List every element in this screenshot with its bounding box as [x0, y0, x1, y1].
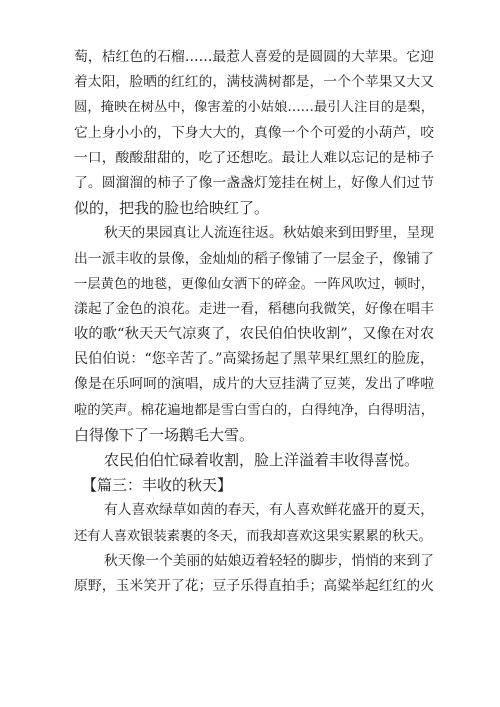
paragraph-first-line: 有人喜欢绿草如茵的春天，有人喜欢鲜花盛开的夏天，: [104, 502, 435, 519]
text-line: 漾起了金色的浪花。走进一看，稻穗向我微笑，好像在唱丰: [74, 300, 434, 317]
section-heading: 【篇三：丰收的秋天】: [82, 476, 233, 495]
text-line: 民伯伯说：“您辛苦了。”高粱扬起了黑苹果红黑红的脸庞，: [74, 351, 434, 368]
text-line: 一口，酸酸甜甜的，吃了还想吃。最让人难以忘记的是柿子: [74, 149, 434, 166]
text-line: 收的歌“秋天天气凉爽了，农民伯伯快收割”，又像在对农: [74, 326, 434, 343]
paragraph-first-line: 秋天的果园真让人流连往返。秋姑娘来到田野里，呈现: [104, 225, 435, 242]
text-line: 一层黄色的地毯，更像仙女洒下的碎金。一阵风吹过，顿时，: [74, 276, 434, 292]
text-line: 像是在乐呵呵的演唱，成片的大豆挂满了豆荚，发出了哗啦: [74, 376, 434, 393]
text-line: 萄，桔红色的石榴……最惹人喜爱的是圆圆的大苹果。它迎: [74, 49, 434, 65]
text-line: 出一派丰收的景像，金灿灿的稻子像铺了一层金子，像铺了: [74, 250, 434, 267]
text-line: 圆，掩映在树丛中，像害羞的小姑娘……最引人注目的是梨，: [74, 100, 434, 116]
text-line: 还有人喜欢银装素裹的冬天，而我却喜欢这果实累累的秋天。: [74, 528, 432, 544]
text-line: 白得像下了一场鹅毛大雪。: [74, 425, 255, 444]
paragraph-first-line: 秋天像一个美丽的姑娘迈着轻轻的脚步，悄悄的来到了: [104, 552, 435, 569]
text-line: 着太阳，脸晒的红红的，满枝满树都是，一个个苹果又大又: [74, 74, 434, 91]
text-line: 似的，把我的脸也给映红了。: [74, 199, 270, 218]
text-line: 它上身小小的，下身大大的，真像一个个可爱的小葫芦，咬: [74, 124, 434, 141]
document-body: [74, 45, 434, 599]
text-line: 啦的笑声。棉花遍地都是雪白雪白的，白得纯净，白得明洁，: [74, 402, 434, 418]
paragraph-single-line: 农民伯伯忙碌着收割，脸上洋溢着丰收得喜悦。: [104, 451, 420, 469]
text-line: 了。圆溜溜的柿子了像一盏盏灯笼挂在树上，好像人们过节: [74, 174, 434, 191]
text-line: 原野，玉米笑开了花；豆子乐得直拍手；高粱举起红红的火: [74, 577, 434, 594]
